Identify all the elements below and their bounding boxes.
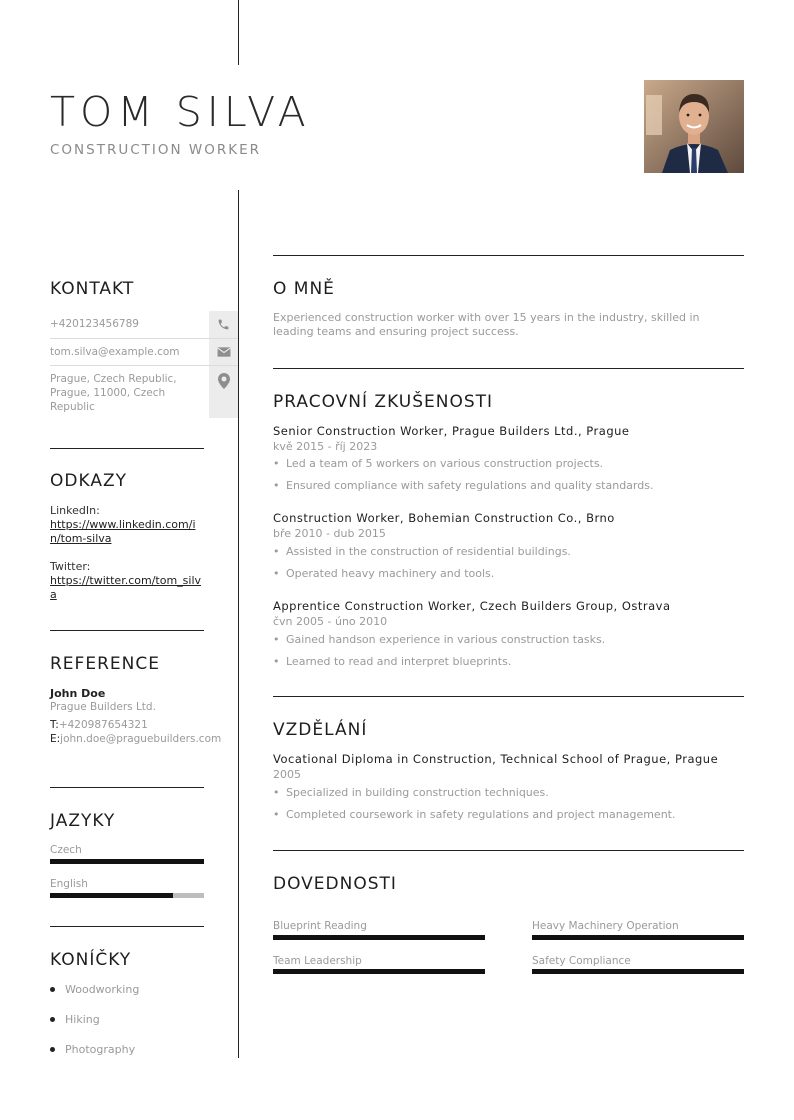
right-divider xyxy=(273,255,744,256)
reference-phone-line xyxy=(50,718,210,732)
contact-address: Prague, Czech Republic, Prague, 11000, Czech Republic xyxy=(50,373,177,413)
job-bullet-text: Learned to read and interpret blueprints. xyxy=(286,655,512,668)
contact-phone[interactable]: +420123456789 xyxy=(50,318,139,330)
reference-phone-prefix: T: xyxy=(50,719,59,731)
linkedin-link[interactable]: https://www.linkedin.com/in/tom-silva xyxy=(50,518,196,545)
hobbies-heading: KONÍČKY xyxy=(50,950,132,970)
location-icon xyxy=(209,366,238,418)
language-level-bar xyxy=(50,893,204,898)
job-dates: čvn 2005 - úno 2010 xyxy=(273,615,388,628)
about-heading: O MNĚ xyxy=(273,279,335,299)
job-dates: kvě 2015 - říj 2023 xyxy=(273,440,378,453)
mail-icon xyxy=(209,339,238,365)
bullet-dot xyxy=(50,1017,55,1022)
contact-address-row xyxy=(50,366,238,418)
job-bullet: • Learned to read and interpret blueprints. xyxy=(273,655,512,668)
job-bullet: • Ensured compliance with safety regulations and quality standards. xyxy=(273,479,654,492)
education-title: Vocational Diploma in Construction, Technical School of Prague, Prague xyxy=(273,752,719,766)
education-bullet-text: Specialized in building construction techniques. xyxy=(286,786,549,799)
reference-email-line xyxy=(50,732,222,746)
right-divider xyxy=(273,696,744,697)
hobby-label: Photography xyxy=(65,1043,136,1056)
contact-heading: KONTAKT xyxy=(50,279,135,299)
bullet-dot xyxy=(50,1047,55,1052)
job-title: Construction Worker, Bohemian Construction Co., Brno xyxy=(273,511,615,525)
hobby-item xyxy=(50,1013,100,1026)
job-bullet: • Gained handson experience in various construction tasks. xyxy=(273,633,606,646)
left-divider xyxy=(50,630,204,631)
reference-phone[interactable]: +420987654321 xyxy=(58,719,148,731)
reference-name: John Doe xyxy=(50,687,106,700)
profile-photo-portrait xyxy=(644,80,744,173)
skill-level-bar xyxy=(532,969,744,974)
job-title: Apprentice Construction Worker, Czech Builders Group, Ostrava xyxy=(273,599,671,613)
reference-email-prefix: E: xyxy=(50,733,61,745)
candidate-role: CONSTRUCTION WORKER xyxy=(50,142,262,158)
hobby-item xyxy=(50,1043,135,1056)
links-heading: ODKAZY xyxy=(50,471,127,491)
language-level-fill xyxy=(50,859,204,864)
skill-label: Safety Compliance xyxy=(532,955,631,967)
hobby-item xyxy=(50,983,139,996)
twitter-link[interactable]: https://twitter.com/tom_silva xyxy=(50,574,202,601)
education-bullet-text: Completed coursework in safety regulations and project management. xyxy=(286,808,676,821)
job-bullet: • Led a team of 5 workers on various construction projects. xyxy=(273,457,604,470)
job-dates: bře 2010 - dub 2015 xyxy=(273,527,386,540)
job-bullet: • Assisted in the construction of residential buildings. xyxy=(273,545,571,558)
skill-label: Heavy Machinery Operation xyxy=(532,920,679,932)
column-divider-line xyxy=(238,190,239,1058)
job-bullet-text: Led a team of 5 workers on various construction projects. xyxy=(286,457,604,470)
reference-email[interactable]: john.doe@praguebuilders.com xyxy=(60,733,222,745)
right-divider xyxy=(273,850,744,851)
education-bullet: • Completed coursework in safety regulations and project management. xyxy=(273,808,676,821)
hobby-label: Woodworking xyxy=(65,983,140,996)
skill-level-bar xyxy=(532,935,744,940)
contact-phone-row xyxy=(50,311,238,339)
job-bullet-text: Operated heavy machinery and tools. xyxy=(286,567,495,580)
contact-email[interactable]: tom.silva@example.com xyxy=(50,346,180,358)
language-label: English xyxy=(50,878,88,890)
language-level-bar xyxy=(50,859,204,864)
left-divider xyxy=(50,787,204,788)
job-bullet-text: Gained handson experience in various construction tasks. xyxy=(286,633,606,646)
skill-level-bar xyxy=(273,969,485,974)
job-bullet-text: Assisted in the construction of residential buildings. xyxy=(286,545,571,558)
language-label: Czech xyxy=(50,844,82,856)
education-year: 2005 xyxy=(273,768,301,781)
job-bullet: • Operated heavy machinery and tools. xyxy=(273,567,495,580)
left-divider xyxy=(50,448,204,449)
phone-icon xyxy=(209,311,238,338)
profile-photo xyxy=(644,80,744,173)
skill-label: Team Leadership xyxy=(273,955,362,967)
candidate-name: TOM SILVA xyxy=(50,88,311,136)
bullet-dot xyxy=(50,987,55,992)
twitter-label: Twitter: xyxy=(50,560,91,573)
about-text: Experienced construction worker with over 15 years in the industry, skilled in leading teams and ensuring project success. xyxy=(273,311,700,338)
education-heading: VZDĚLÁNÍ xyxy=(273,720,368,740)
linkedin-label: LinkedIn: xyxy=(50,504,100,517)
language-level-fill xyxy=(50,893,173,898)
hobby-label: Hiking xyxy=(65,1013,100,1026)
education-bullet: • Specialized in building construction techniques. xyxy=(273,786,549,799)
job-title: Senior Construction Worker, Prague Builders Ltd., Prague xyxy=(273,424,630,438)
languages-heading: JAZYKY xyxy=(50,811,116,831)
experience-heading: PRACOVNÍ ZKUŠENOSTI xyxy=(273,392,494,412)
skills-heading: DOVEDNOSTI xyxy=(273,874,397,894)
reference-heading: REFERENCE xyxy=(50,654,160,674)
contact-email-row xyxy=(50,339,238,366)
job-bullet-text: Ensured compliance with safety regulations and quality standards. xyxy=(286,479,654,492)
right-divider xyxy=(273,368,744,369)
reference-company: Prague Builders Ltd. xyxy=(50,701,156,713)
top-divider-line xyxy=(238,0,239,65)
skill-level-bar xyxy=(273,935,485,940)
left-divider xyxy=(50,926,204,927)
skill-label: Blueprint Reading xyxy=(273,920,367,932)
